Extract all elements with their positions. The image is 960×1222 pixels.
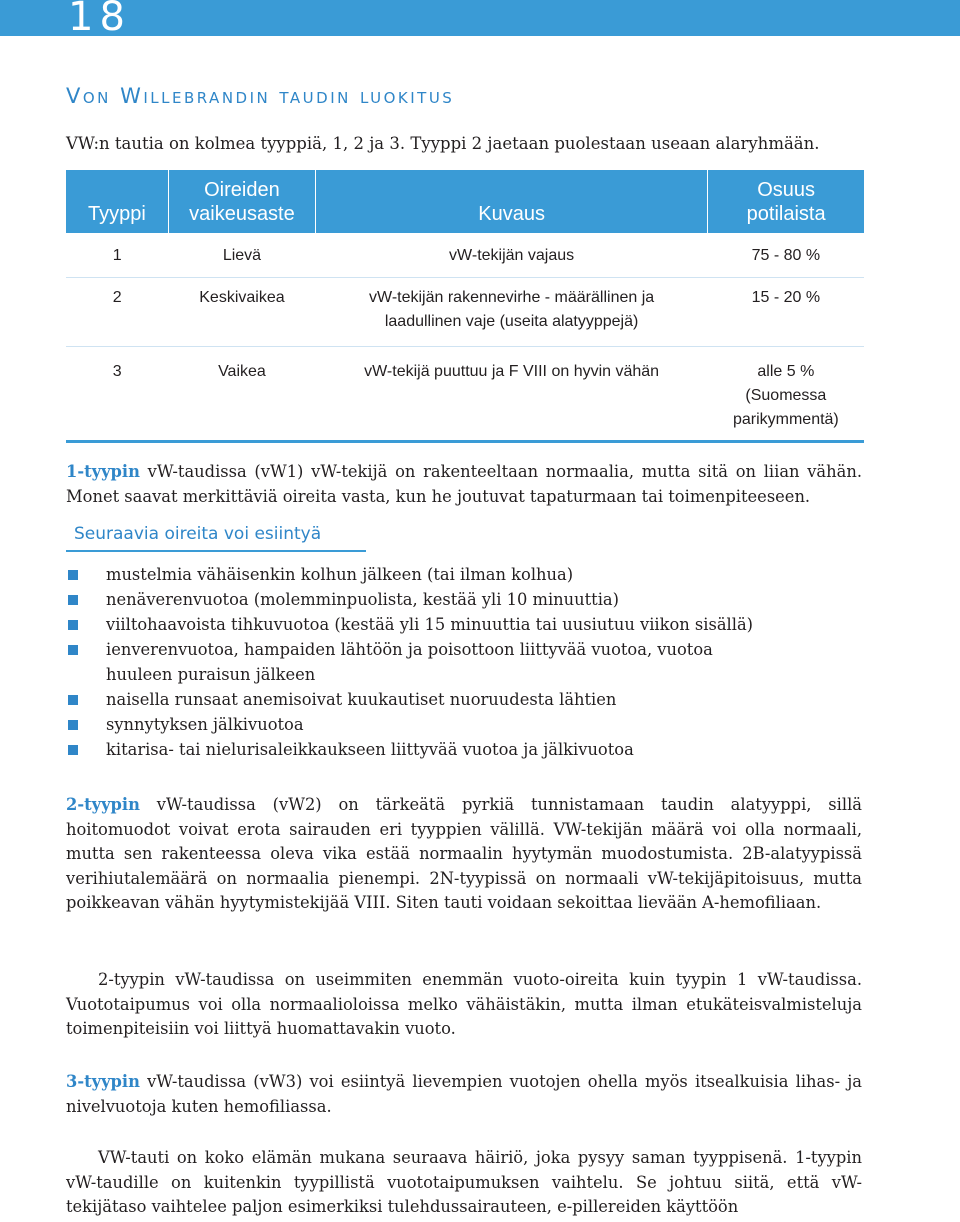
type1-lead: 1-tyypin bbox=[66, 462, 140, 481]
list-item: viiltohaavoista tihkuvuotoa (kestää yli 15 minuuttia tai uusiutuu viikon sisällä) bbox=[66, 612, 862, 637]
cell-severity: Vaikea bbox=[218, 363, 266, 380]
cell-type: 1 bbox=[66, 233, 168, 278]
square-bullet-icon bbox=[68, 620, 78, 630]
cell-description: vW-tekijän rakennevirhe - määrällinen ja laadullinen vaje (useita alatyyppejä) bbox=[315, 278, 707, 347]
square-bullet-icon bbox=[68, 595, 78, 605]
list-item: ienverenvuotoa, hampaiden lähtöön ja poisottoon liittyvää vuotoa, vuotoa huuleen puraisun jälkeen bbox=[66, 637, 746, 687]
square-bullet-icon bbox=[68, 695, 78, 705]
cell-type: 2 bbox=[66, 278, 168, 347]
cell-share: 75 - 80 % bbox=[708, 233, 864, 278]
closing-paragraph: VW-tauti on koko elämän mukana seuraava häiriö, joka pysyy saman tyyppisenä. 1-tyypin vW-taudille on kuitenkin tyypillistä vuototaipumuksen vaihtelu. Se johtuu siitä, että vW-tekijätaso vaihtelee paljon esimerkiksi tulehdussairauteen, e-pillereiden käyttöön bbox=[66, 1148, 862, 1216]
square-bullet-icon bbox=[68, 570, 78, 580]
table-row bbox=[66, 233, 864, 278]
list-item: kitarisa- tai nielurisaleikkaukseen liittyvää vuotoa ja jälkivuotoa bbox=[66, 737, 862, 762]
type2-lead: 2-tyypin bbox=[66, 795, 140, 814]
list-item: naisella runsaat anemisoivat kuukautiset nuoruudesta lähtien bbox=[66, 687, 862, 712]
list-item: synnytyksen jälkivuotoa bbox=[66, 712, 862, 737]
list-item: mustelmia vähäisenkin kolhun jälkeen (tai ilman kolhua) bbox=[66, 562, 862, 587]
type1-text: vW-taudissa (vW1) vW-tekijä on rakenteeltaan normaalia, mutta sitä on liian vähän. Monet saavat merkittäviä oireita vasta, kun he joutuvat tapaturmaan tai toimenpiteeseen. bbox=[66, 462, 862, 506]
type2-paragraph bbox=[66, 793, 862, 916]
header-share: Osuus potilaista bbox=[708, 170, 864, 233]
type3-paragraph bbox=[66, 1070, 862, 1119]
cell-description: vW-tekijä puuttuu ja F VIII on hyvin vähän bbox=[364, 363, 660, 380]
table-header-row bbox=[66, 170, 864, 233]
square-bullet-icon bbox=[68, 745, 78, 755]
cell-description: vW-tekijän vajaus bbox=[315, 233, 707, 278]
intro-text: VW:n tautia on kolmea tyyppiä, 1, 2 ja 3. Tyyppi 2 jaetaan puolestaan useaan alaryhmään. bbox=[66, 134, 820, 153]
cell-share: 15 - 20 % bbox=[708, 278, 864, 347]
square-bullet-icon bbox=[68, 645, 78, 655]
page-number: 18 bbox=[68, 0, 131, 40]
list-item: nenäverenvuotoa (molemminpuolista, kestää yli 10 minuuttia) bbox=[66, 587, 862, 612]
classification-table bbox=[66, 170, 864, 443]
square-bullet-icon bbox=[68, 720, 78, 730]
type2-text: vW-taudissa (vW2) on tärkeätä pyrkiä tunnistamaan taudin alatyyppi, sillä hoitomuodot voivat erota sairauden eri tyyppien välillä. VW-tekijän määrä voi olla normaali, mutta sen rakenteessa oleva vika estää normaalin hyytymän muodostumista. 2B-alatyypissä verihiutalemäärä on normaalia pienempi. 2N-tyypissä on normaali vW-tekijäpitoisuus, mutta poikkeavan vähän hyytymistekijää VIII. Siten tauti voidaan sekoittaa lievään A-hemofiliaan. bbox=[66, 795, 862, 912]
type3-text: vW-taudissa (vW3) voi esiintyä lievempien vuotojen ohella myös itsealkuisia lihas- ja nivelvuotoja kuten hemofiliassa. bbox=[66, 1072, 862, 1116]
page-header-bar bbox=[0, 0, 960, 40]
section-title: Von Willebrandin taudin luokitus bbox=[66, 84, 455, 108]
symptoms-list bbox=[66, 562, 862, 762]
header-type: Tyyppi bbox=[66, 170, 168, 233]
type3-lead: 3-tyypin bbox=[66, 1072, 140, 1091]
table-row bbox=[66, 278, 864, 347]
cell-share: alle 5 % (Suomessa parikymmentä) bbox=[732, 363, 839, 428]
table-row bbox=[66, 347, 864, 442]
cell-severity: Lievä bbox=[168, 233, 315, 278]
header-description: Kuvaus bbox=[315, 170, 707, 233]
symptoms-heading: Seuraavia oireita voi esiintyä bbox=[66, 524, 366, 552]
header-severity: Oireiden vaikeusaste bbox=[168, 170, 315, 233]
type2-extra-paragraph: 2-tyypin vW-taudissa on useimmiten enemmän vuoto-oireita kuin tyypin 1 vW-taudissa. Vuototaipumus voi olla normaalioloissa melko vähäistäkin, mutta ilman etukäteisvalmisteluja toimenpiteisiin voi liittyä huomattavakin vuoto. bbox=[66, 970, 862, 1038]
type1-paragraph bbox=[66, 460, 862, 509]
cell-type: 3 bbox=[112, 363, 122, 380]
cell-severity: Keskivaikea bbox=[168, 278, 315, 347]
